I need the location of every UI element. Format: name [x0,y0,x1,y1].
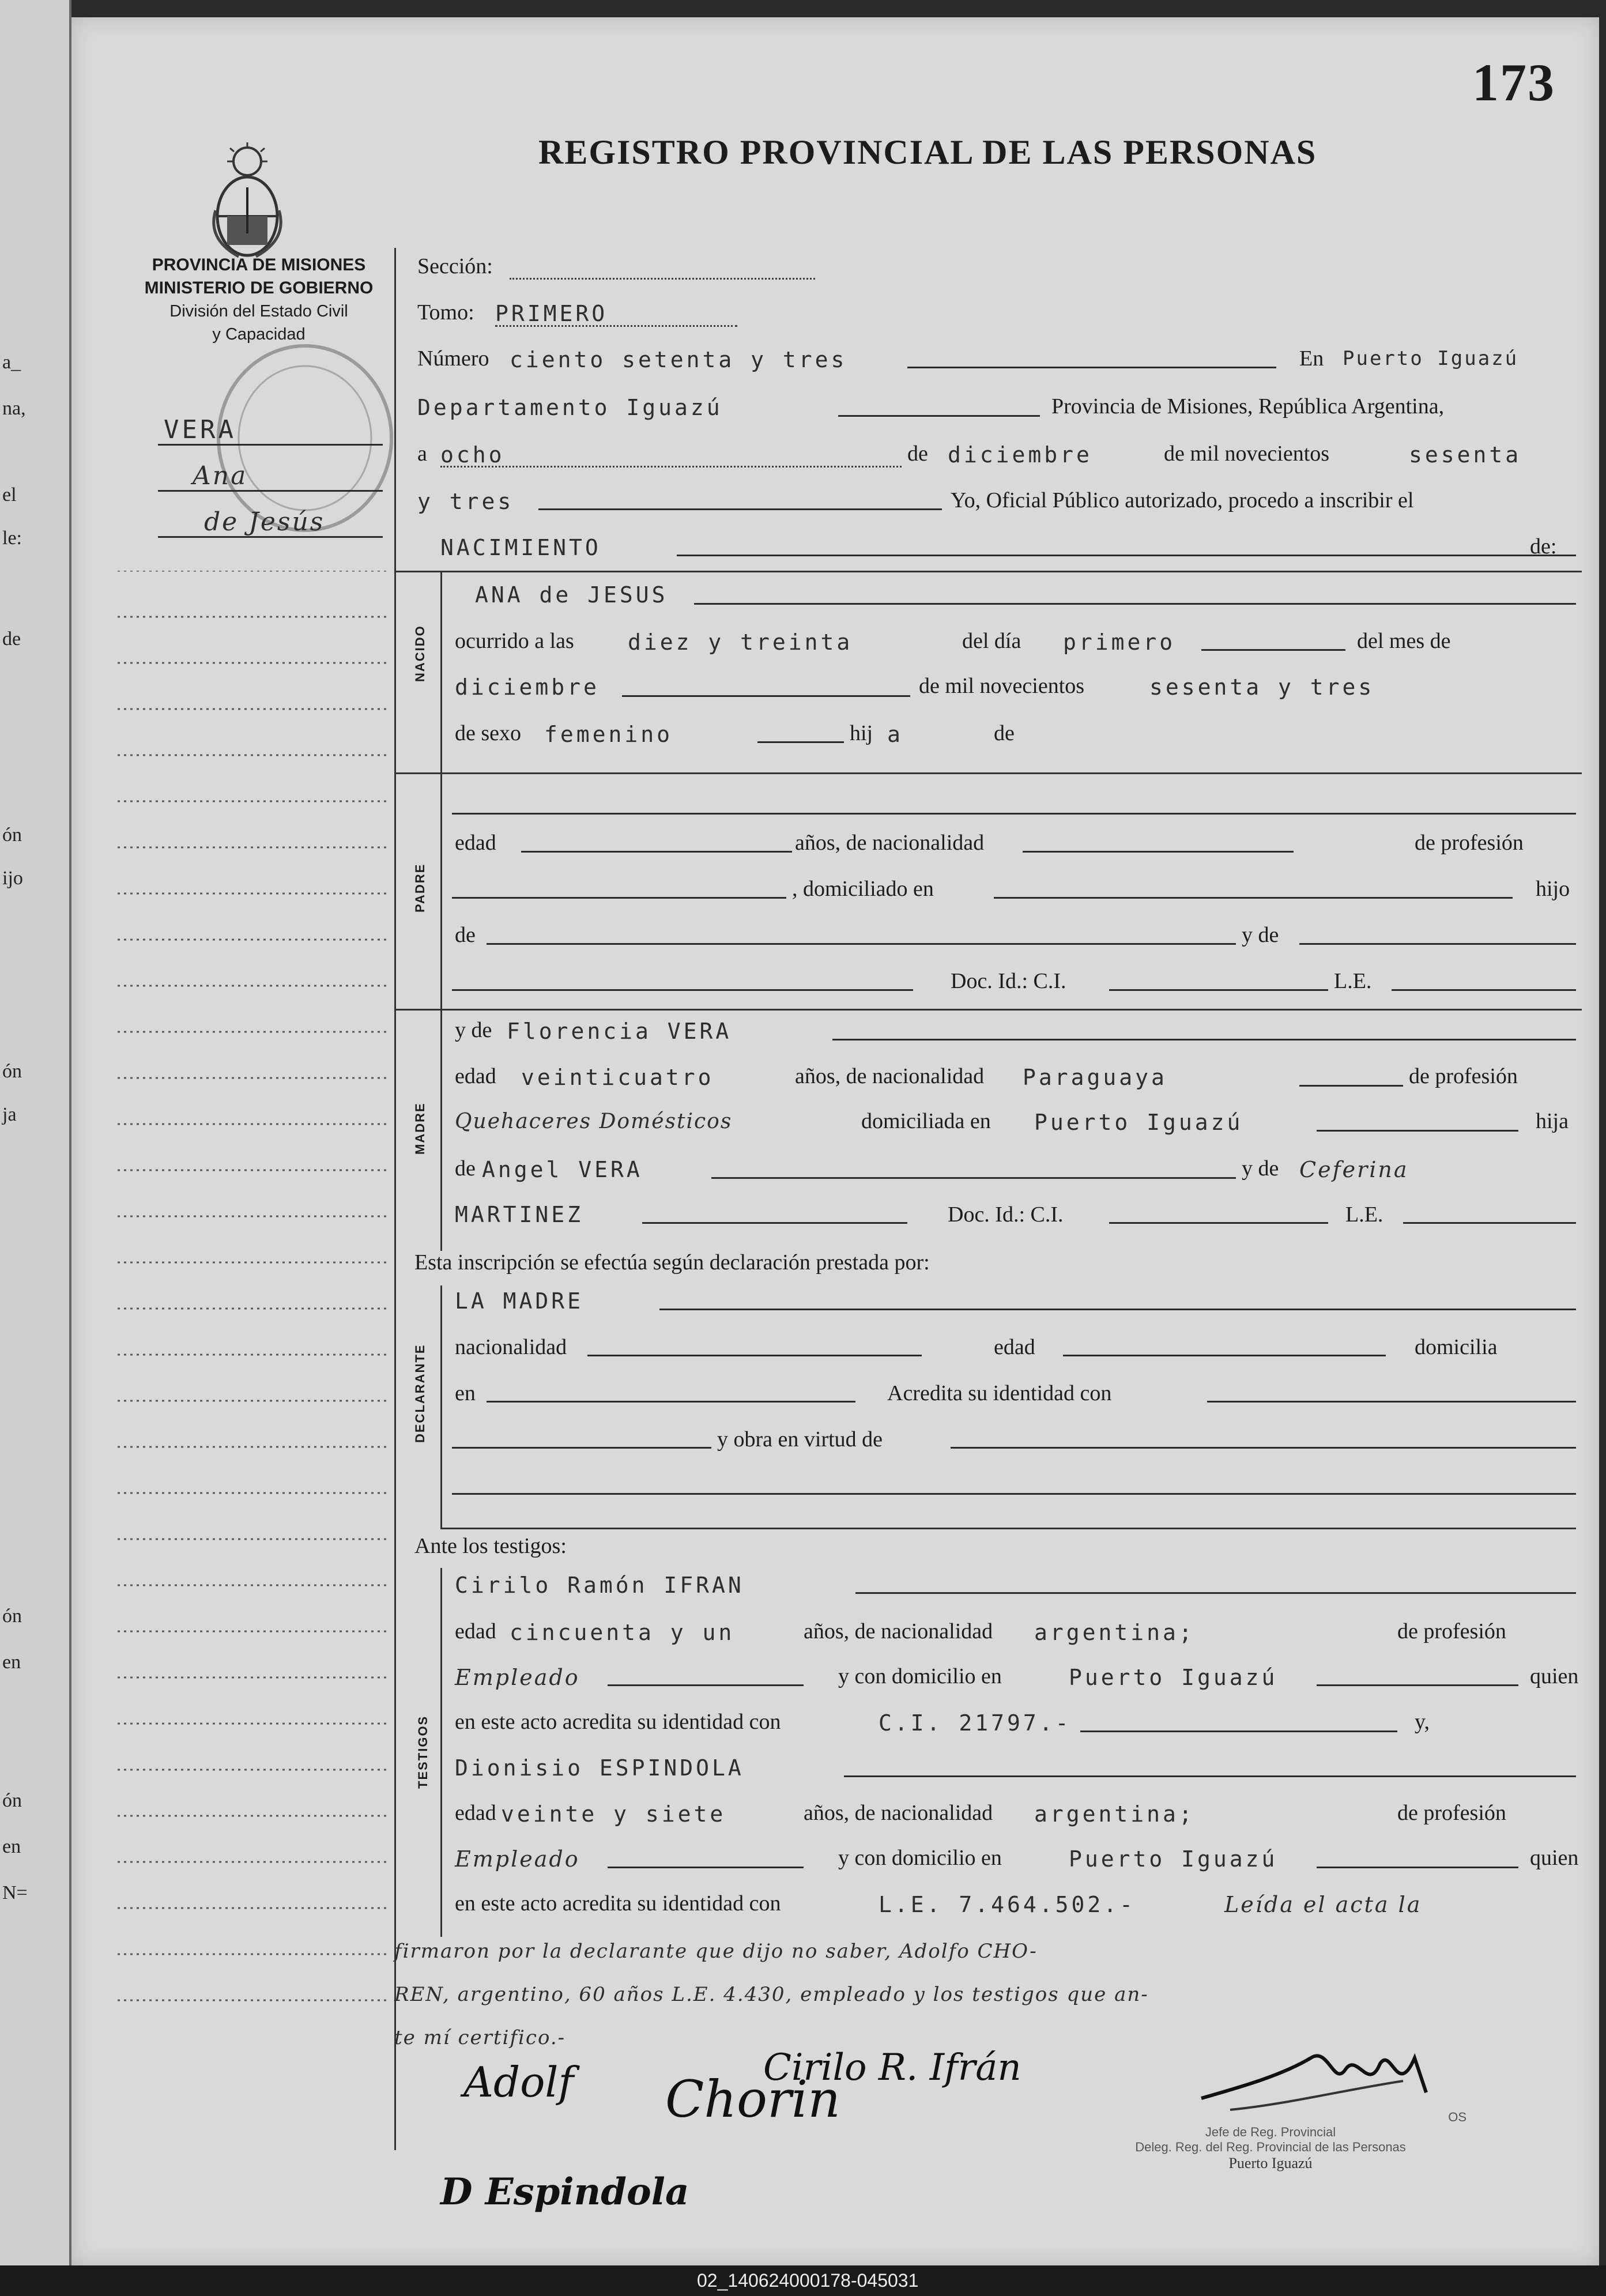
padre-domiciliado-label: , domiciliado en [792,877,934,901]
registry-stamp [1040,2110,1501,2172]
declarante-nombre: LA MADRE [455,1288,584,1314]
padre-edad-label: edad [455,831,496,855]
declarante-nacionalidad-label: nacionalidad [455,1335,567,1359]
tomo-label: Tomo: [417,300,474,325]
margin-firstname: Ana [193,461,248,491]
closing-line-4: te mí certifico.- [394,2026,566,2049]
nacido-mes-value: diciembre [455,674,600,700]
padre-doc-label: Doc. Id.: C.I. [951,969,1066,993]
anio-value: sesenta [1409,442,1522,468]
madre-madre-value: Ceferina [1299,1157,1409,1182]
left-page-text: ón [2,824,22,846]
testigo2-profesion-label: de profesión [1397,1801,1506,1825]
hij-label: hij [850,721,873,745]
mil-text: de mil novecientos [1164,442,1330,466]
testigo1-nombre: Cirilo Ramón IFRAN [455,1573,744,1598]
madre-nacionalidad-value: Paraguaya [1023,1065,1167,1090]
closing-line-3: REN, argentino, 60 años L.E. 4.430, empleado y los testigos que an- [394,1983,1149,2006]
left-page-text: en [2,1652,21,1673]
padre-le-label: L.E. [1334,969,1372,993]
testigo1-profesion: Empleado [455,1665,580,1690]
stamp-line-3: Deleg. Reg. del Reg. Provincial de las Personas [1135,2140,1406,2154]
madre-y-de-label: y de [455,1018,492,1042]
testigo1-profesion-label: de profesión [1397,1619,1506,1643]
padre-anios-nac-label: años, de nacionalidad [795,831,985,855]
departamento-value: Departamento Iguazú [417,395,723,420]
madre-le-label: L.E. [1345,1202,1383,1227]
org-block [123,254,394,346]
testigo2-domicilio: Puerto Iguazú [1069,1846,1278,1872]
org-province: PROVINCIA DE MISIONES [152,255,366,274]
testigo2-profesion: Empleado [455,1846,580,1872]
nacido-section-label: NACIDO [413,625,427,682]
madre-domiciliada-label: domiciliada en [861,1109,991,1133]
nacido-anio-value: sesenta y tres [1149,674,1375,700]
oficial-text: Yo, Oficial Público autorizado, procedo a inscribir el [951,488,1414,512]
footer-id: 02_140624000178-045031 [697,2270,919,2291]
stamp-line-4: Puerto Iguazú [1228,2155,1313,2171]
dia-value: ocho [440,442,505,468]
signature-ifran: Cirilo R. Ifrán [763,2046,1021,2089]
testigo1-acredita-label: en este acto acredita su identidad con [455,1710,781,1734]
testigo2-quien-label: quien [1530,1846,1579,1870]
a-label: a [417,442,427,466]
madre-de-label: de [455,1156,476,1181]
signature-espindola: D Espindola [440,2170,689,2214]
signature-choren: Chorin [665,2069,840,2129]
padre-hijo-label: hijo [1536,877,1570,901]
madre-domicilio-value: Puerto Iguazú [1034,1110,1243,1135]
anio-value-2: y tres [417,489,514,514]
hij-de-label: de [994,721,1015,745]
left-page-text: en [2,1836,21,1857]
testigo1-domicilio-label: y con domicilio en [838,1664,1002,1688]
left-page-edge [0,0,71,2265]
testigo1-edad-label: edad [455,1619,496,1643]
ocurrido-label: ocurrido a las [455,629,574,653]
footer-bar [0,2265,1606,2296]
madre-profesion-value: Quehaceres Domésticos [455,1110,733,1133]
testigo2-nacionalidad: argentina; [1034,1801,1195,1827]
testigo1-doc: C.I. 21797.- [879,1710,1072,1736]
testigos-section-label: TESTIGOS [416,1715,430,1789]
padre-section-label: PADRE [413,863,427,913]
closing-line-2: firmaron por la declarante que dijo no saber, Adolfo CHO- [394,1940,1038,1963]
left-page-text: ón [2,1790,22,1811]
testigo2-anios-nac-label: años, de nacionalidad [804,1801,993,1825]
madre-padre-value: Angel VERA [482,1157,643,1182]
testigo2-nombre: Dionisio ESPINDOLA [455,1755,744,1781]
closing-line-1: Leída el acta la [1224,1892,1422,1917]
left-page-text: a_ [2,352,21,373]
declarante-section-label: DECLARANTE [413,1344,427,1443]
madre-nombre: Florencia VERA [507,1019,732,1044]
margin-surname: VERA [164,415,236,444]
numero-value: ciento setenta y tres [510,347,847,372]
org-division-2: y Capacidad [212,325,306,344]
madre-doc-label: Doc. Id.: C.I. [948,1202,1064,1227]
nacido-dia-value: primero [1063,629,1176,655]
en-value: Puerto Iguazú [1343,347,1519,370]
stamp-line-1: OS [1448,2110,1466,2124]
testigo1-edad: cincuenta y un [510,1620,735,1645]
nacido-nombre: ANA de JESUS [475,582,668,608]
madre-profesion-label: de profesión [1409,1064,1518,1088]
madre-section-label: MADRE [413,1102,427,1155]
testigo1-y-label: y, [1415,1710,1430,1734]
left-page-text: ijo [2,868,23,889]
provincia-text: Provincia de Misiones, República Argentina, [1051,394,1445,419]
margin-ruled-lines [118,571,394,2081]
coat-of-arms-icon [204,141,291,262]
stamp-line-2: Jefe de Reg. Provincial [1205,2125,1336,2139]
declarante-acredita-label: Acredita su identidad con [887,1381,1112,1405]
mes-value: diciembre [948,442,1092,468]
madre-madre-value-2: MARTINEZ [455,1202,584,1227]
numero-label: Número [417,346,489,371]
de-colon: de: [1530,534,1557,559]
hora-value: diez y treinta [628,629,853,655]
padre-profesion-label: de profesión [1415,831,1524,855]
left-page-text: ón [2,1061,22,1082]
nacido-mil-text: de mil novecientos [919,674,1085,698]
declarante-en-label: en [455,1381,476,1405]
org-ministry: MINISTERIO DE GOBIERNO [144,278,374,297]
testigo1-anios-nac-label: años, de nacionalidad [804,1619,993,1643]
testigo1-domicilio: Puerto Iguazú [1069,1665,1278,1690]
ministry-seal [210,340,400,536]
sexo-label: de sexo [455,721,522,745]
testigo1-quien-label: quien [1530,1664,1579,1688]
testigo2-edad: veinte y siete [501,1801,726,1827]
del-dia-label: del día [962,629,1021,653]
madre-y-de-label-2: y de [1242,1156,1279,1181]
declarante-obra-label: y obra en virtud de [717,1427,883,1452]
testigo2-doc: L.E. 7.464.502.- [879,1892,1136,1917]
signature-adolf: Adolf [463,2058,574,2106]
del-mes-label: del mes de [1357,629,1451,653]
declarante-intro: Esta inscripción se efectúa según declaración prestada por: [414,1250,930,1275]
testigo2-domicilio-label: y con domicilio en [838,1846,1002,1870]
madre-edad-label: edad [455,1064,496,1088]
tomo-value: PRIMERO [495,301,608,326]
testigo2-acredita-label: en este acto acredita su identidad con [455,1891,781,1916]
madre-anios-nac-label: años, de nacionalidad [795,1064,985,1088]
left-page-text: na, [2,398,26,419]
left-page-text: el [2,484,17,506]
seccion-label: Sección: [417,254,493,278]
en-label: En [1299,346,1324,371]
declarante-domicilia-label: domicilia [1415,1335,1498,1359]
madre-edad-value: veinticuatro [521,1065,714,1090]
left-page-text: le: [2,527,22,549]
left-page-text: ón [2,1605,22,1627]
padre-de-label: de [455,923,476,947]
page-title: REGISTRO PROVINCIAL DE LAS PERSONAS [538,133,1317,171]
testigo1-nacionalidad: argentina; [1034,1620,1195,1645]
sexo-value: femenino [544,722,673,747]
padre-y-de-label: y de [1242,923,1279,947]
de-label: de [907,442,928,466]
testigos-intro: Ante los testigos: [414,1534,567,1558]
left-page-text: N= [2,1882,28,1903]
hij-value: a [887,722,903,747]
declarante-edad-label: edad [994,1335,1035,1359]
page-number: 173 [1472,53,1555,112]
left-page-text: ja [2,1104,17,1125]
left-page-text: de [2,628,21,650]
madre-hija-label: hija [1536,1109,1569,1133]
org-division: División del Estado Civil [169,302,348,321]
margin-firstname-2: de Jesús [204,507,325,537]
registry-page [71,17,1599,2265]
testigo2-edad-label: edad [455,1801,496,1825]
acto-value: NACIMIENTO [440,535,601,560]
